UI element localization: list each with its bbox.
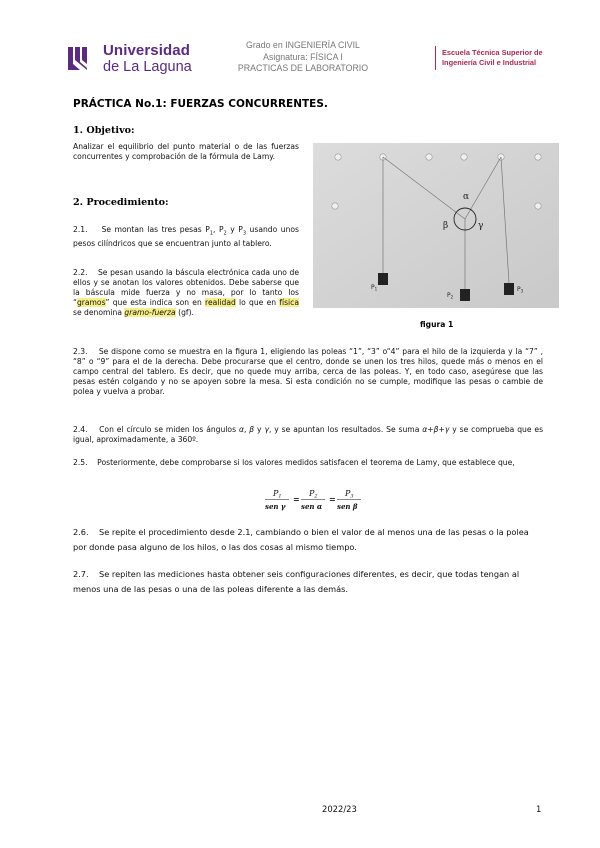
weight-p2 [460, 289, 470, 301]
university-logo-icon [66, 44, 94, 74]
highlight-fisica: física [279, 298, 299, 307]
step-number: 2.1. [73, 225, 88, 234]
label-sub: 1 [374, 286, 378, 292]
board-background [313, 143, 559, 308]
step-text: (gf). [175, 308, 194, 317]
label-gamma: γ [478, 221, 484, 231]
label-p: P [517, 286, 521, 293]
step-text: y P [226, 225, 243, 234]
formula-p: P [309, 489, 315, 498]
label-p: P [371, 284, 375, 291]
page-number: 1 [536, 804, 542, 814]
formula-denominator-2: sen α [301, 502, 323, 511]
step-text: Se repite el procedimiento desde 2.1, cambiando o bien el valor de al menos una de las pesas o la polea por donde pasa alguno de los hilos, o las dos cosas al mismo tiempo. [73, 527, 529, 552]
step-2-5 [73, 458, 543, 468]
formula-denominator-3: sen β [337, 502, 358, 511]
symbol-alpha: α [238, 425, 244, 434]
university-name-line1: Universidad [103, 42, 190, 59]
university-name-line2: de La Laguna [103, 59, 192, 75]
formula-sub: 3 [350, 493, 354, 500]
step-text: y se comprueba que es igual, aproximadamente, a 360º. [73, 425, 544, 444]
step-2-6 [73, 525, 543, 555]
step-text: lo que en [235, 298, 280, 307]
formula-equals: = [293, 494, 300, 504]
weight-p1 [378, 273, 388, 285]
step-text: , y se apuntan los resultados. Se suma [268, 425, 423, 434]
pulley-icon [535, 203, 541, 209]
label-alpha: α [463, 192, 470, 202]
lamy-formula [265, 487, 385, 513]
step-2-3 [73, 347, 543, 397]
formula-p: P [345, 489, 351, 498]
step-number: 2.4. [73, 425, 88, 434]
school-name-line2: Ingeniería Civil e Industrial [442, 58, 537, 67]
step-number: 2.5. [73, 458, 88, 467]
subscript: 2 [223, 230, 227, 237]
step-number: 2.3. [73, 347, 88, 356]
label-sub: 3 [520, 288, 524, 294]
step-text: Posteriormente, debe comprobarse si los valores medidos satisfacen el teorema de Lamy, que establece que, [97, 458, 515, 467]
step-text: Se repiten las mediciones hasta obtener seis configuraciones diferentes, es decir, que todas tengan al menos una de las pesas o una de las poleas diferente a las demás. [73, 569, 520, 594]
formula-sub: 1 [278, 493, 282, 500]
objective-text: Analizar el equilibrio del punto material o de las fuerzas concurrentes y comprobación de la fórmula de Lamy. [73, 142, 299, 161]
formula-denominator-1: sen γ [265, 502, 286, 511]
step-text: y [254, 425, 265, 434]
step-text: ” que esta indica son en [105, 298, 206, 307]
label-p: P [447, 292, 451, 299]
step-number: 2.2. [73, 268, 88, 277]
step-text: se denomina [73, 308, 125, 317]
step-text: usando unos pesos cilíndricos que se encuentran junto al tablero. [73, 225, 299, 248]
highlight-gramo-fuerza: gramo-fuerza [124, 308, 176, 317]
symbol-gamma: γ [264, 425, 269, 434]
pulley-icon [332, 203, 338, 209]
page-title: PRÁCTICA No.1: FUERZAS CONCURRENTES. [73, 98, 328, 110]
step-number: 2.6. [73, 527, 89, 537]
step-2-4 [73, 425, 543, 445]
step-text: , [243, 425, 250, 434]
step-text: Con el círculo se miden los ángulos [99, 425, 239, 434]
label-sub: 2 [450, 294, 454, 300]
formula-numerator-2 [308, 489, 318, 500]
highlight-realidad: realidad [205, 298, 236, 307]
step-text: Se montan las tres pesas P [101, 225, 210, 234]
formula-sub: 2 [314, 493, 318, 500]
label-beta: β [443, 221, 449, 231]
course-type: PRACTICAS DE LABORATORIO [237, 63, 369, 73]
course-degree: Grado en INGENIERÍA CIVIL [246, 40, 360, 50]
formula-equals: = [329, 494, 336, 504]
school-name [442, 48, 543, 68]
course-subject: Asignatura: FÍSICA I [263, 51, 343, 62]
step-text: , P [213, 225, 224, 234]
pulley-icon [535, 154, 541, 160]
formula-numerator-1 [272, 489, 282, 500]
step-2-7 [73, 567, 543, 597]
angle-sum: α+β+γ [422, 425, 450, 434]
figure-caption: figura 1 [420, 320, 454, 329]
figure-1-photo [313, 143, 559, 308]
step-2-2 [73, 268, 299, 318]
pulley-icon [426, 154, 432, 160]
subscript: 3 [242, 230, 247, 237]
school-divider [435, 46, 436, 70]
formula-p: P [273, 489, 279, 498]
pulley-icon [461, 154, 467, 160]
step-number: 2.7. [73, 569, 89, 579]
section-objective-heading: 1. Objetivo: [73, 125, 135, 136]
section-procedure-heading: 2. Procedimiento: [73, 197, 169, 208]
subscript: 1 [209, 230, 214, 237]
step-2-1 [73, 225, 299, 249]
symbol-beta: β [249, 425, 255, 434]
footer-year: 2022/23 [322, 804, 357, 814]
step-text: Se dispone como se muestra en la figura 1, eligiendo las poleas “1”, “3” o“4” para el hilo de la izquierda y la “7” , “8” o “9” para el de la derecha. Debe procurarse que el centro, donde se unen los tres hilos, quede más o menos en el campo central del tablero. Es decir, que no quede muy arriba, cerca de las poleas. Y, en todo caso, asegúrese que las pesas estén colgando y no se apoyen sobre la mesa. Si esta condición no se cumple, modifique las pesas o cambie de polea y vuelva a probar. [73, 347, 544, 396]
formula-numerator-3 [344, 489, 354, 500]
school-name-line1: Escuela Técnica Superior de [442, 48, 543, 57]
pulley-icon [335, 154, 341, 160]
course-info [218, 40, 388, 75]
step-text: Se pesan usando la báscula electrónica cada uno de ellos y se anotan los valores obtenidos. Debe saberse que la báscula mide fuerza y no masa, por lo tanto los “ [73, 268, 300, 307]
weight-p3 [504, 283, 514, 295]
highlight-gramos: gramos [76, 298, 106, 307]
